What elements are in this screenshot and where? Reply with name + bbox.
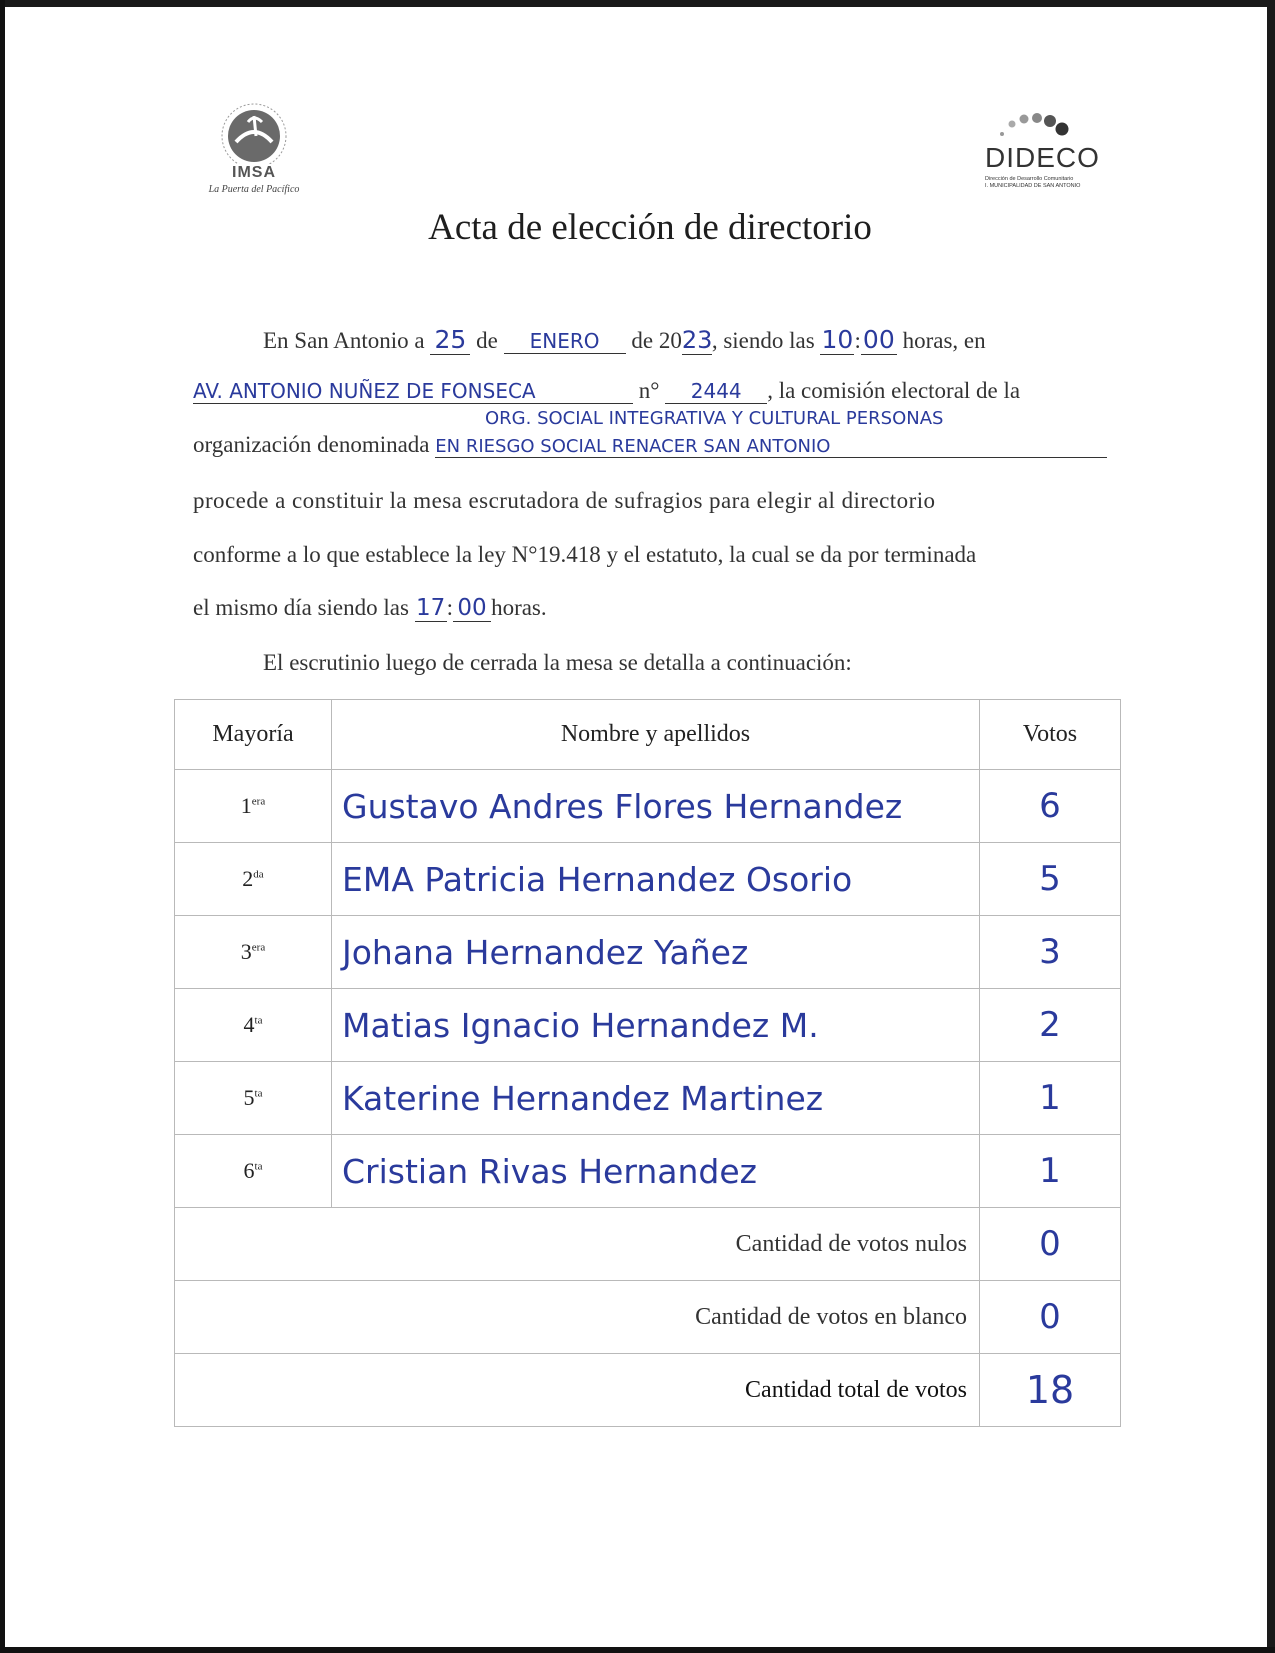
nulos-row: [175, 1208, 1121, 1281]
scan-edge-bottom: [0, 1647, 1275, 1653]
table-row: [175, 916, 1121, 989]
text-segment: de 20: [631, 328, 682, 353]
table-row: [175, 770, 1121, 843]
end-hour-field: 17: [416, 595, 446, 621]
dideco-dots-icon: [990, 112, 1080, 142]
text-segment: horas, en: [902, 328, 986, 353]
text-segment: el mismo día siendo las: [193, 595, 409, 620]
rank-suffix: ta: [254, 1014, 263, 1027]
candidate-name: Johana Hernandez Yañez: [332, 916, 980, 989]
rank-number: 4: [243, 1012, 255, 1037]
candidate-votes: 6: [980, 770, 1121, 843]
paragraph-line-3: [193, 432, 1107, 458]
candidate-votes: 3: [980, 916, 1121, 989]
candidate-name: Katerine Hernandez Martinez: [332, 1062, 980, 1135]
text-segment: , siendo las: [711, 328, 815, 353]
text-segment: horas.: [491, 595, 547, 620]
dideco-subtitle-line2: I. MUNICIPALIDAD DE SAN ANTONIO: [985, 183, 1081, 189]
candidate-name: Cristian Rivas Hernandez: [332, 1135, 980, 1208]
address-field: AV. ANTONIO NUÑEZ DE FONSECA: [193, 379, 633, 404]
end-minute-field: 00: [453, 595, 491, 622]
rank-cell: [175, 843, 332, 916]
rank-suffix: da: [253, 868, 264, 881]
text-segment: , la comisión electoral de la: [767, 378, 1021, 403]
dideco-subtitle-line1: Dirección de Desarrollo Comunitario: [985, 176, 1074, 182]
day-field: 25: [430, 325, 470, 355]
table-row: [175, 1135, 1121, 1208]
total-label: Cantidad total de votos: [175, 1354, 980, 1427]
rank-number: 2: [242, 866, 254, 891]
page-title: Acta de elección de directorio: [428, 207, 872, 248]
blanco-row: [175, 1281, 1121, 1354]
header-mayoria: Mayoría: [175, 700, 332, 770]
number-field: 2444: [665, 379, 767, 404]
table-row: [175, 1062, 1121, 1135]
rank-suffix: era: [251, 795, 266, 808]
header-votos: Votos: [980, 700, 1121, 770]
text-segment: En San Antonio a: [263, 328, 425, 353]
text-segment: n°: [638, 378, 660, 403]
paragraph-line-4: procede a constituir la mesa escrutadora de sufragios para elegir al directorio: [193, 488, 936, 513]
text-segment: de: [476, 328, 498, 353]
dideco-subtitle: [985, 176, 1080, 190]
blanco-value: 0: [980, 1281, 1121, 1354]
imsa-emblem-icon: [198, 92, 310, 164]
minute-field: 00: [861, 325, 897, 355]
paragraph-line-2: [193, 378, 1020, 404]
scan-edge-top: [0, 0, 1275, 7]
table-row: [175, 843, 1121, 916]
candidate-votes: 1: [980, 1062, 1121, 1135]
nulos-value: 0: [980, 1208, 1121, 1281]
org-name-line-1: ORG. SOCIAL INTEGRATIVA Y CULTURAL PERSONAS: [485, 408, 944, 429]
results-table: [174, 699, 1121, 1427]
rank-number: 5: [243, 1085, 255, 1110]
year-field: 23: [681, 326, 713, 354]
imsa-logo: [198, 92, 310, 202]
candidate-votes: 2: [980, 989, 1121, 1062]
imsa-name: IMSA: [232, 164, 276, 181]
rank-cell: [175, 770, 332, 843]
paragraph-line-6: el mismo día siendo las 17: 00 horas.: [193, 595, 547, 621]
paragraph-line-5: conforme a lo que establece la ley N°19.418 y el estatuto, la cual se da por terminada: [193, 542, 977, 567]
rank-cell: [175, 1135, 332, 1208]
hour-field: 10: [821, 325, 854, 354]
candidate-name: Matias Ignacio Hernandez M.: [332, 989, 980, 1062]
rank-suffix: era: [251, 941, 266, 954]
rank-number: 6: [243, 1158, 255, 1183]
candidate-votes: 5: [980, 843, 1121, 916]
rank-suffix: ta: [254, 1160, 263, 1173]
rank-number: 3: [240, 939, 252, 964]
table-row: [175, 989, 1121, 1062]
header-nombre: Nombre y apellidos: [332, 700, 980, 770]
nulos-label: Cantidad de votos nulos: [175, 1208, 980, 1281]
total-value: 18: [980, 1354, 1121, 1427]
total-row: [175, 1354, 1121, 1427]
dideco-name: DIDECO: [985, 142, 1100, 173]
candidate-name: Gustavo Andres Flores Hernandez: [332, 770, 980, 843]
candidate-votes: 1: [980, 1135, 1121, 1208]
month-field: ENERO: [504, 329, 626, 354]
table-header-row: [175, 700, 1121, 770]
org-name-line-2: EN RIESGO SOCIAL RENACER SAN ANTONIO: [435, 436, 1107, 458]
dideco-logo: [980, 112, 1105, 192]
text-segment: organización denominada: [193, 432, 430, 457]
rank-cell: [175, 1062, 332, 1135]
candidate-name: EMA Patricia Hernandez Osorio: [332, 843, 980, 916]
rank-cell: [175, 989, 332, 1062]
paragraph-line-1: En San Antonio a 25 de ENERO de 2023, siendo las 10:00 horas, en: [263, 325, 986, 354]
paragraph-line-7: El escrutinio luego de cerrada la mesa se detalla a continuación:: [263, 650, 852, 675]
rank-number: 1: [240, 793, 252, 818]
imsa-tagline: La Puerta del Pacífico: [208, 184, 300, 195]
rank-cell: [175, 916, 332, 989]
blanco-label: Cantidad de votos en blanco: [175, 1281, 980, 1354]
rank-suffix: ta: [254, 1087, 263, 1100]
